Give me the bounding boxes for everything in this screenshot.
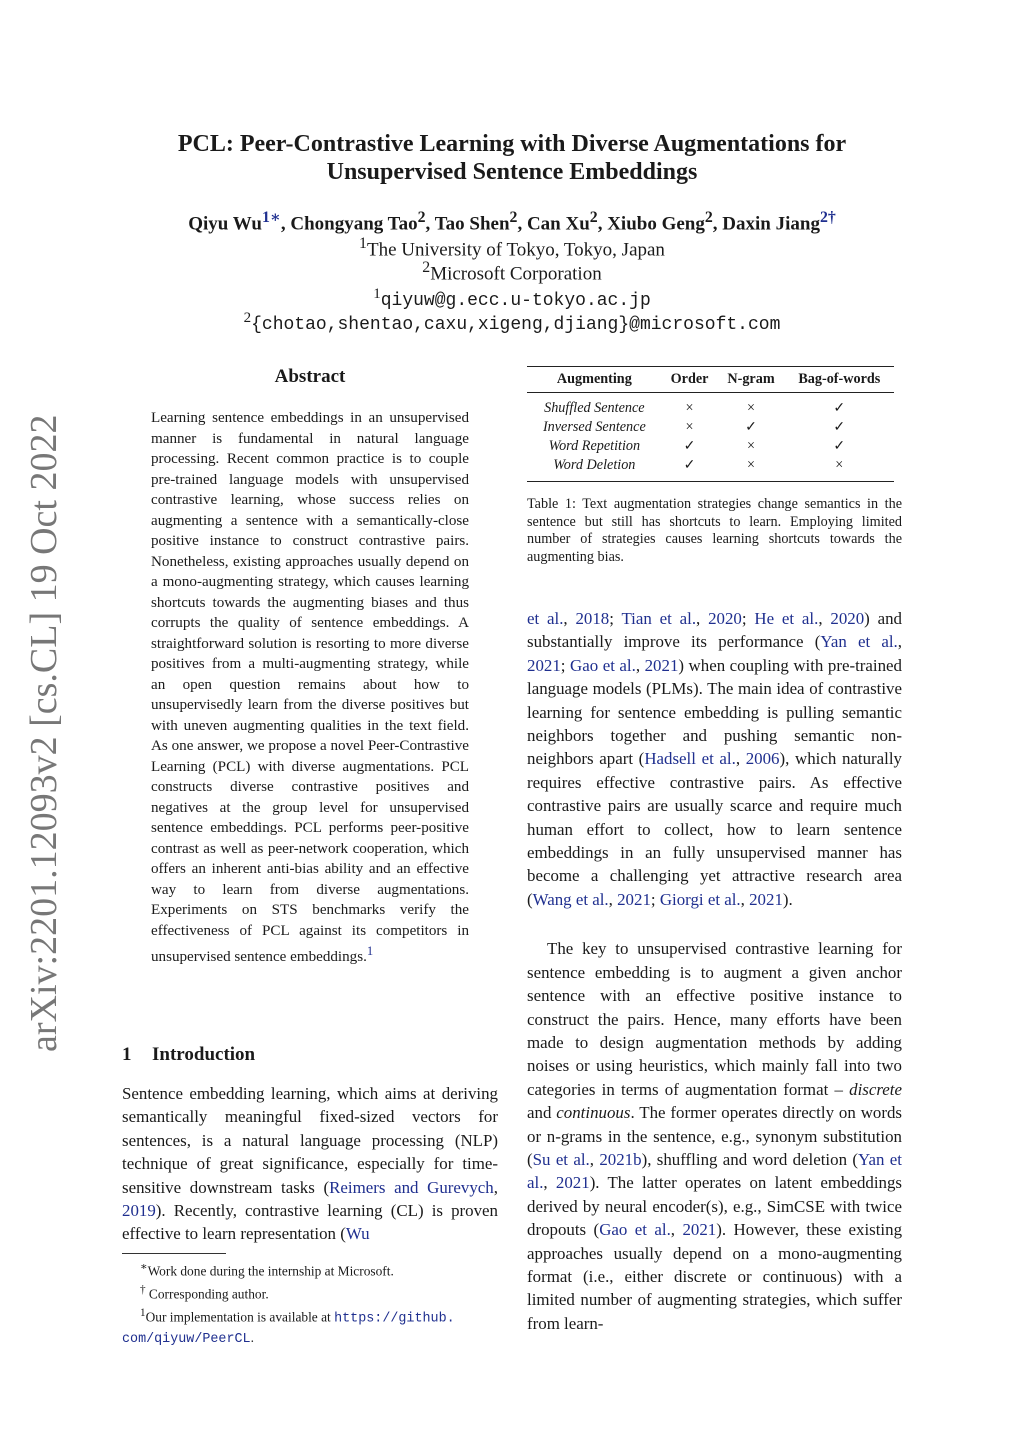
- implementation-link[interactable]: com/qiyuw/PeerCL: [122, 1331, 251, 1347]
- paragraph: [527, 607, 902, 911]
- table-cell: ✓: [745, 419, 757, 435]
- intro-paragraph: [122, 1082, 498, 1246]
- table-cell: ×: [685, 419, 694, 435]
- table-caption: Table 1: Text augmentation strategies change semantics in the sentence but still has shortcuts to learn. Employing limited number of strategies causes learning shortcuts towards the augmenting bias.: [527, 496, 902, 565]
- citation-link[interactable]: et al.: [527, 609, 564, 628]
- citation-link[interactable]: 2018: [575, 609, 610, 628]
- citation-link[interactable]: Reimers and Gurevych: [329, 1177, 494, 1197]
- citation-link[interactable]: Gao et al.: [599, 1220, 671, 1240]
- abstract-paragraph: Learning sentence embeddings in an unsupervised manner is fundamental in natural language processing. Recent common practice is to couple pre-trained language models with unsupervised contrastive learning, whose success relies on augmenting a sentence with a semantically-close positive instance to construct contrastive pairs. Nonetheless, existing approaches usually depend on a mono-augmenting strategy, which causes learning shortcuts towards the augmenting biases and thus corrupts the quality of sentence embeddings. A straightforward solution is resorting to more diverse positives from a multi-augmenting strategy, while an open question remains about how to unsupervisedly learn from the diverse positives but with uneven augmenting qualities in the text field. As one answer, we propose a novel Peer-Contrastive Learning (PCL) with diverse augmentations. PCL constructs diverse contrastive positives and negatives at the group level for unsupervised sentence embeddings. PCL performs peer-positive contrast as well as peer-network cooperation, which offers an inherent anti-bias ability and an effective way to learn from diverse augmentations. Experiments on STS benchmarks verify the effectiveness of PCL against its competitors in unsupervised sentence embeddings.: [151, 410, 469, 966]
- table-cell: ✓: [833, 419, 846, 435]
- table-cell: ×: [747, 400, 756, 416]
- body-text: ,: [897, 632, 903, 652]
- citation-link[interactable]: 2020: [830, 609, 865, 628]
- author-affil-mark: 1∗: [261, 209, 281, 226]
- emphasis-text: continuous: [556, 1103, 631, 1123]
- footnote-mark: ∗: [140, 1261, 148, 1273]
- table-header: Order: [662, 367, 718, 393]
- author-name: Can Xu: [526, 213, 590, 235]
- table-cell: Shuffled Sentence: [544, 400, 645, 416]
- paragraph: [527, 937, 902, 1335]
- body-text: ,: [608, 889, 618, 909]
- body-text: ,: [740, 889, 750, 909]
- paper-title: [100, 130, 924, 186]
- table-row: [527, 437, 894, 456]
- body-text: and: [527, 1103, 557, 1123]
- body-text: ,: [735, 749, 746, 769]
- table-cell: ✓: [683, 438, 696, 454]
- table-cell: ×: [785, 456, 894, 482]
- body-text: ) and substantially improve its performance (: [527, 609, 902, 652]
- body-text: ,: [635, 655, 645, 675]
- email-text: {chotao,shentao,caxu,xigeng,djiang}@microsoft.com: [251, 315, 781, 335]
- email-2: [100, 306, 924, 337]
- citation-link[interactable]: 2021: [682, 1220, 717, 1240]
- intro-text: ). Recently, contrastive learning (CL) is proven effective to learn representation (: [122, 1201, 498, 1244]
- body-text: The key to unsupervised contrastive learning for sentence embedding is to augment a given anchor sentence with an effective positive instance to construct the pairs. Hence, many efforts have been made to design augmentation methods by adding noises or using heuristics, which mainly fall into two categories in terms of augmentation format –: [527, 939, 902, 1099]
- abstract-text: [151, 408, 469, 968]
- author-name: Qiyu Wu: [188, 213, 262, 235]
- body-text: . The former operates directly on words or n-grams in the sentence, e.g., synonym substitution (: [527, 1103, 902, 1169]
- citation-link[interactable]: 2021: [555, 1173, 590, 1193]
- body-text: ).: [782, 889, 793, 909]
- author-affil-mark: 2†: [819, 209, 836, 226]
- body-text: ) when coupling with pre-trained language models (PLMs). The main idea of contrastive learning for sentence embedding is pulling semantic neighbors together and pushing semantic non-neighbors apart (: [527, 655, 902, 769]
- section-title: Introduction: [152, 1044, 256, 1065]
- implementation-link[interactable]: https://github.: [334, 1311, 455, 1327]
- citation-link[interactable]: 2006: [745, 749, 780, 769]
- citation-link[interactable]: Su et al.: [532, 1149, 590, 1169]
- footnote-text: Our implementation is available at: [145, 1309, 335, 1325]
- citation-link[interactable]: Yan et al.: [820, 632, 898, 652]
- author-list: Qiyu $Wu^{1∗}$, Chongyang Tao$^2$, Tao Shen$^2$, Can Xu$^2$, Xiubo Geng$^2$, Daxin Jiang$^{2\dagger}$: [188, 209, 836, 235]
- table-row: [527, 418, 894, 437]
- body-text: ). The latter operates on latent embeddings derived by neural encoder(s), e.g., SimCSE with twice dropouts (: [527, 1173, 903, 1240]
- table-header: N-gram: [717, 367, 784, 393]
- footnote-text: .: [250, 1329, 254, 1345]
- body-text: ,: [589, 1149, 600, 1169]
- footnote-3: [122, 1304, 498, 1329]
- table-header: Bag-of-words: [785, 367, 894, 393]
- citation-link[interactable]: Tian et al.: [621, 609, 697, 628]
- right-column-text: [527, 607, 902, 1335]
- table-row: [527, 393, 894, 419]
- citation-link[interactable]: 2019: [122, 1201, 156, 1221]
- table-cell: Inversed Sentence: [542, 419, 646, 435]
- affiliation-text: Microsoft Corporation: [430, 263, 602, 285]
- footnote-link[interactable]: 1: [366, 944, 374, 958]
- table-cell: ×: [717, 456, 784, 482]
- citation-link[interactable]: Wu: [345, 1224, 370, 1244]
- table-row: [527, 456, 894, 482]
- affiliation-text: The University of Tokyo, Tokyo, Japan: [366, 239, 665, 261]
- title-line-1: PCL: Peer-Contrastive Learning with Diverse Augmentations for: [177, 131, 847, 157]
- table-cell: ×: [685, 400, 694, 416]
- citation-link[interactable]: 2020: [708, 609, 742, 628]
- citation-link[interactable]: Giorgi et al.: [659, 889, 741, 909]
- author-affil-mark: 2: [704, 209, 713, 226]
- table-cell: Word Repetition: [548, 438, 641, 454]
- table-cell: Word Deletion: [527, 456, 662, 482]
- citation-link[interactable]: Gao et al.: [570, 655, 636, 675]
- body-text: ), which naturally requires effective contrastive pairs. As effective contrastive pairs are usually scarce and require much human effort to collect, how to learn sentence embeddings in an fully unsupervised manner has become a challenging yet attractive research area (: [527, 749, 902, 909]
- emphasis-text: discrete: [849, 1079, 902, 1099]
- body-text: ,: [818, 609, 831, 628]
- body-text: ). However, these existing approaches usually depend on a mono-augmenting format (i.e., either discrete or continuous) with a limited number of augmenting strategies, which suffer from learn-: [527, 1220, 903, 1333]
- citation-link[interactable]: Hadsell et al.: [644, 749, 736, 769]
- footnote-text: Corresponding author.: [145, 1286, 269, 1302]
- body-text: ,: [563, 609, 576, 628]
- body-text: ,: [543, 1173, 556, 1193]
- citation-link[interactable]: Wang et al.: [532, 889, 609, 909]
- body-text: ;: [560, 655, 571, 675]
- email-mark: 2: [243, 310, 252, 326]
- table-cell: ×: [747, 438, 756, 454]
- affiliation-mark: 1: [359, 235, 367, 252]
- body-text: ;: [741, 609, 755, 628]
- table-cell: ✓: [662, 456, 718, 482]
- affiliation-mark: 2: [422, 259, 431, 276]
- table-header: Augmenting: [527, 367, 662, 393]
- body-text: ,: [670, 1220, 683, 1240]
- footnote-2: [122, 1281, 498, 1304]
- table-cell: ✓: [833, 438, 846, 454]
- body-text: ;: [609, 609, 622, 628]
- section-heading: [122, 1044, 498, 1066]
- citation-link[interactable]: 2021: [527, 655, 561, 675]
- footnote-mark: 1: [140, 1306, 146, 1319]
- footnotes: [122, 1258, 498, 1349]
- table-header-row: [527, 367, 894, 393]
- augmentation-table: [527, 366, 894, 482]
- body-text: ,: [696, 609, 709, 628]
- table-cell: ✓: [833, 400, 846, 416]
- citation-link[interactable]: Yan et al.: [527, 1149, 902, 1193]
- body-text: ;: [650, 889, 660, 909]
- footnote-divider: [122, 1253, 226, 1254]
- author-affil-mark: 2: [509, 209, 518, 226]
- citation-link[interactable]: 2021: [617, 889, 651, 909]
- citation-link[interactable]: 2021b: [599, 1149, 642, 1169]
- author-affil-mark: 2: [589, 209, 598, 226]
- arxiv-stamp: arXiv:2201.12093v2 [cs.CL] 19 Oct 2022: [23, 414, 65, 1052]
- section-number: 1: [122, 1044, 132, 1065]
- intro-text: ,: [493, 1177, 498, 1197]
- intro-text: Sentence embedding learning, which aims at deriving semantically meaningful fixed-sized vectors for sentences, is a natural language processing (NLP) technique of great significance, especially for time-sensitive downstream tasks (: [122, 1084, 498, 1197]
- abstract-heading: Abstract: [274, 366, 346, 387]
- footnote-text: Work done during the internship at Microsoft.: [147, 1263, 394, 1279]
- citation-link[interactable]: 2021: [749, 889, 783, 909]
- citation-link[interactable]: 2021: [644, 655, 679, 675]
- email-mark: 1: [373, 286, 381, 302]
- author-affil-mark: 2: [417, 209, 426, 226]
- author-name: Tao Shen: [434, 213, 510, 235]
- author-name: Daxin Jiang: [722, 213, 820, 235]
- citation-link[interactable]: He et al.: [754, 609, 819, 628]
- body-text: ), shuffling and word deletion (: [641, 1149, 858, 1169]
- title-line-2: Unsupervised Sentence Embeddings: [326, 159, 698, 185]
- footnote-mark: †: [140, 1283, 146, 1296]
- footnote-1: [122, 1258, 498, 1281]
- email-text: qiyuw@g.ecc.u-tokyo.ac.jp: [380, 291, 651, 311]
- footnote-3-cont: [122, 1329, 498, 1350]
- author-name: Chongyang Tao: [290, 213, 418, 235]
- author-name: Xiubo Geng: [607, 213, 705, 235]
